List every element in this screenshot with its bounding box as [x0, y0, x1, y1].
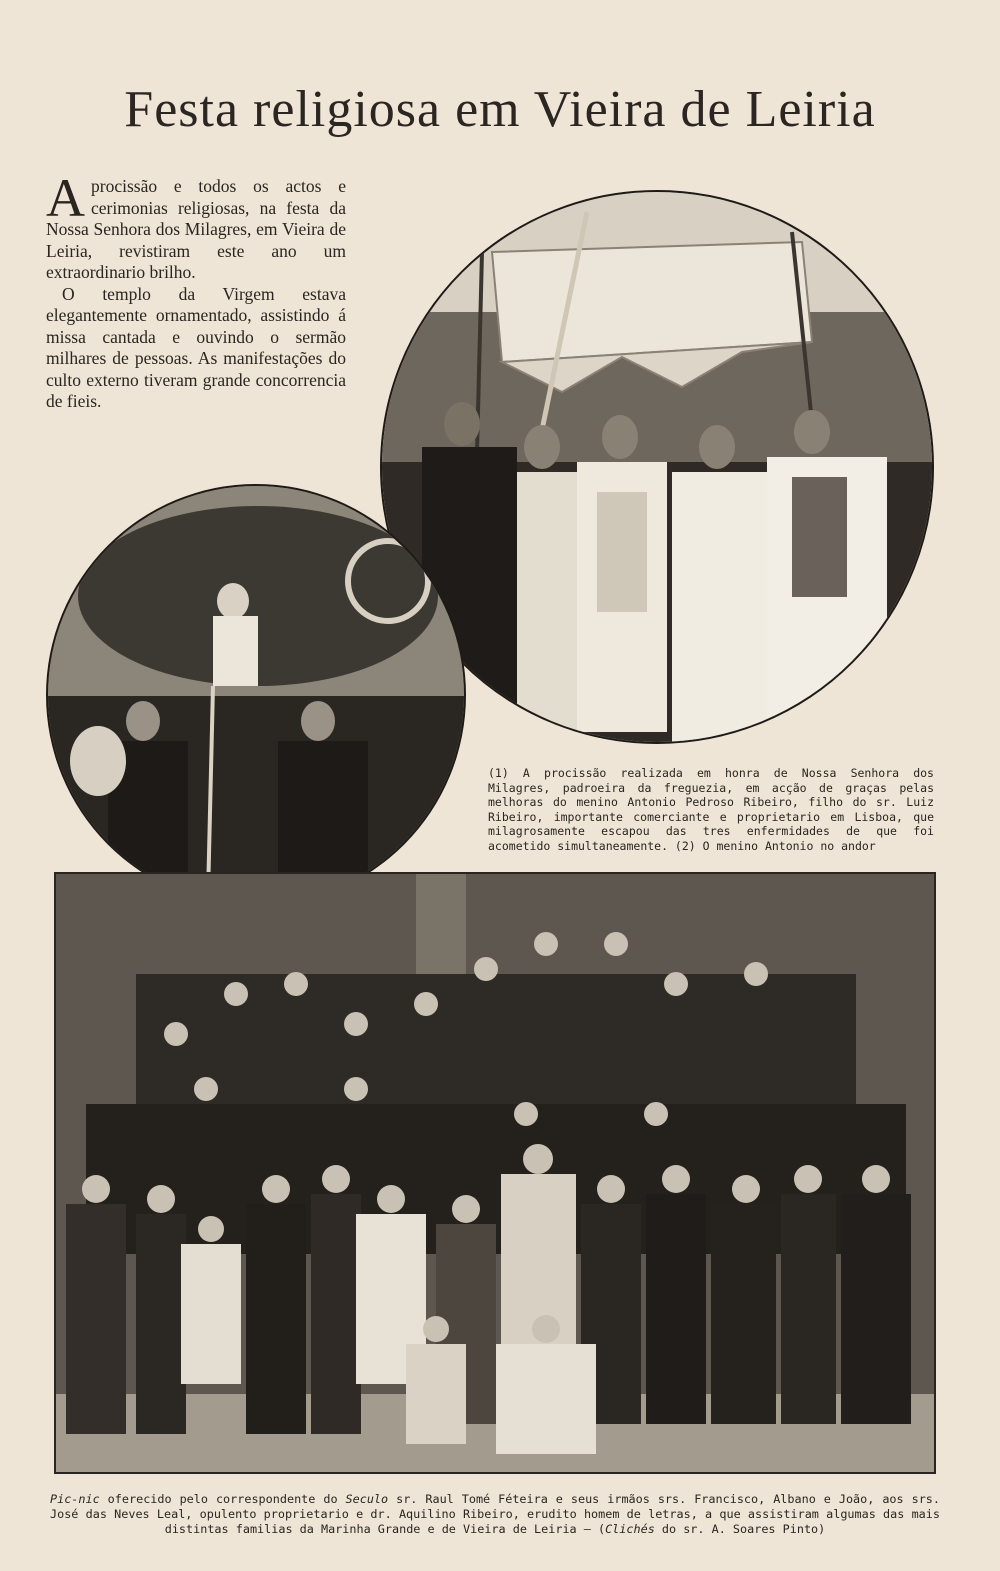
child-photo-image [48, 486, 464, 904]
procession-photo-image [382, 192, 932, 742]
picnic-caption [50, 1492, 940, 1536]
picnic-caption-lead: Pic-nic [50, 1492, 100, 1506]
cliches-label: Clichés [605, 1521, 655, 1536]
picnic-photo [54, 872, 936, 1474]
intro-paragraph-1 [46, 168, 346, 284]
procession-caption: (1) A procissão realizada em honra de Nossa Senhora dos Milagres, padroeira da freguezia, em acção de graças pelas melhoras do menino Antonio Pedroso Ribeiro, filho do sr. Luiz Ribeiro, importante comerciante e proprietario em Lisboa, que milagrosamente escapou das tres enfermidades de que foi acometido simultaneamente. (2) O menino Antonio no andor [488, 766, 934, 853]
picnic-photo-image [56, 874, 934, 1472]
drop-cap: A [46, 168, 85, 228]
intro-paragraph-2: O templo da Virgem estava elegantemente ornamentado, assistindo á missa cantada e ouvindo o sermão milhares de pessoas. As manifestações do culto externo tiveram grande concorrencia de fieis. [46, 283, 346, 411]
newspaper-name: Seculo [345, 1492, 389, 1506]
picnic-caption-part3: do sr. A. Soares Pinto) [654, 1521, 826, 1536]
article-intro [46, 168, 346, 413]
picnic-caption-part2: sr. Raul Tomé Féteira e seus irmãos srs. Francisco, Albano e João, aos srs. José das Neves Leal, opulento proprietario e dr. Aquilino Ribeiro, erudito homem de letras, a que assistiram algumas das mais distintas familias da Marinha Grande e de Vieira de Leiria — ( [50, 1492, 940, 1536]
picnic-caption-part1: oferecido pelo correspondente do [99, 1492, 346, 1506]
child-photo [46, 484, 466, 906]
article-title: Festa religiosa em Vieira de Leiria [124, 81, 876, 138]
intro-paragraph-1-text: procissão e todos os actos e cerimonias religiosas, na festa da Nossa Senhora dos Milagres, em Vieira de Leiria, revistiram este ano um extraordinario brilho. [46, 176, 346, 282]
